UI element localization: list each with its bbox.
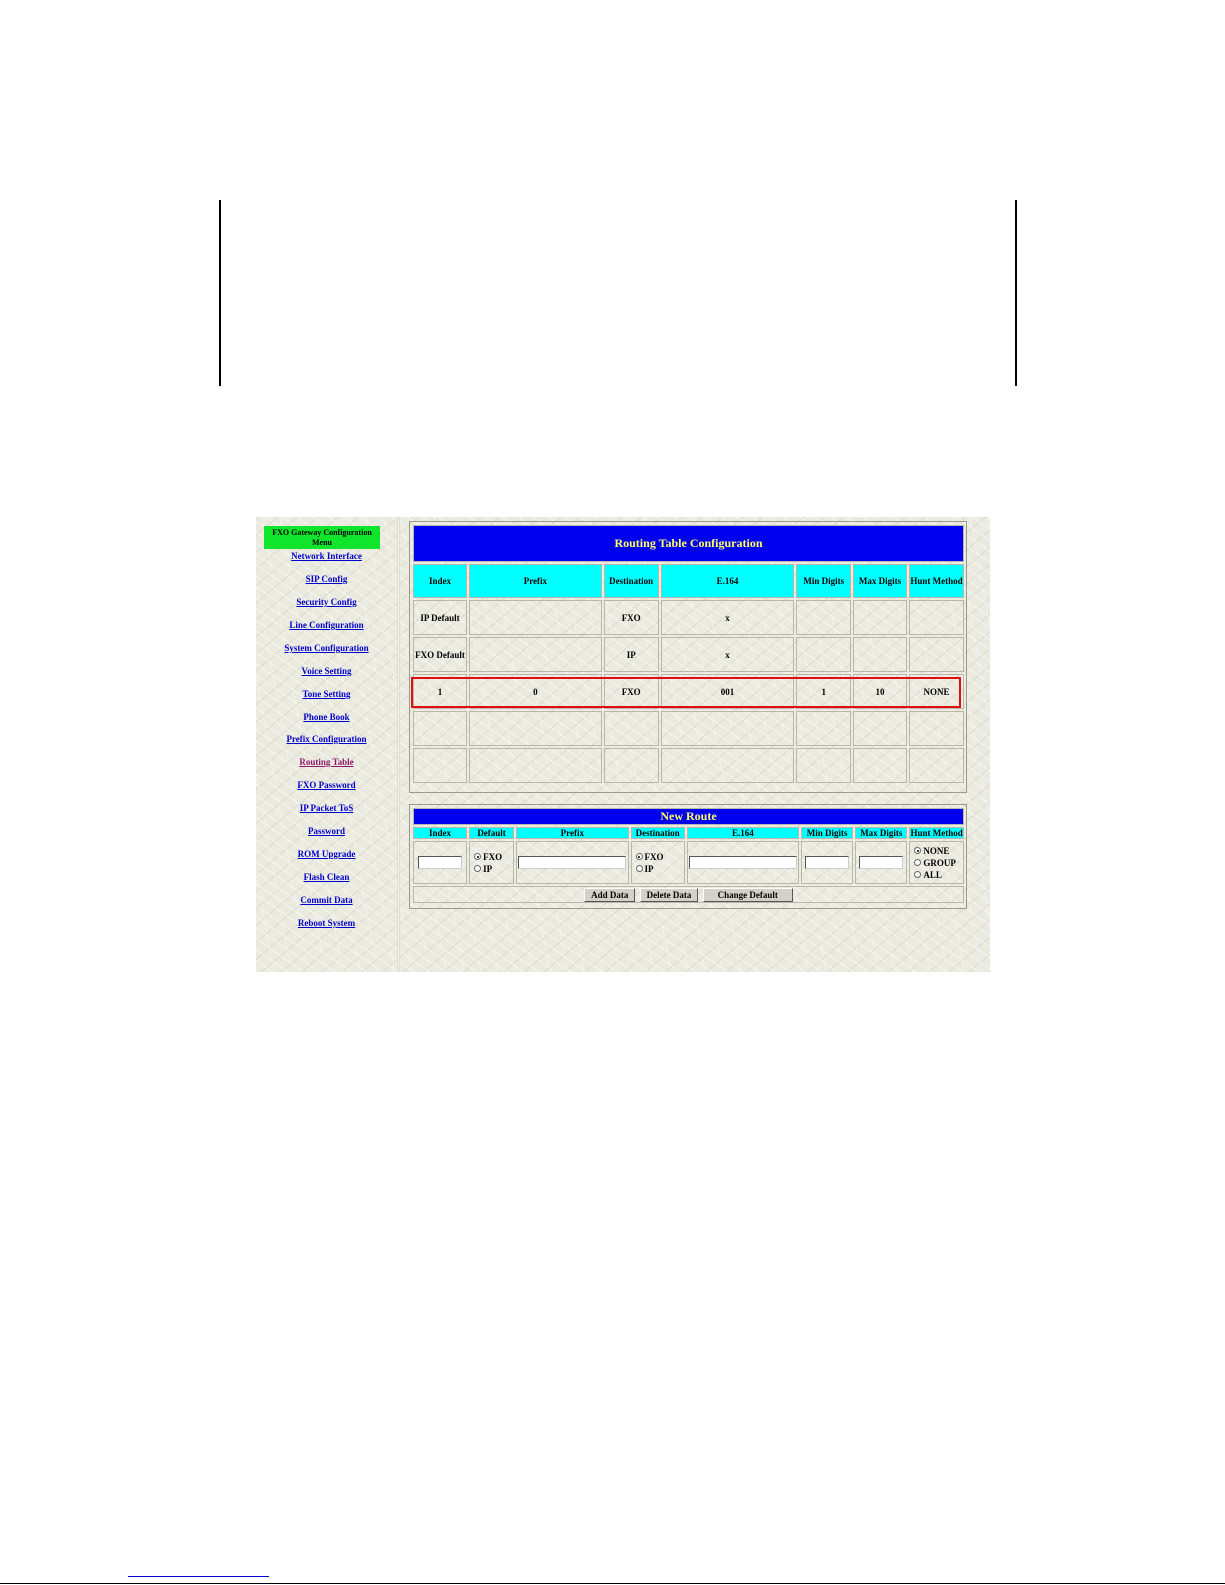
cell-min-digits <box>796 711 851 746</box>
new-col-header-e164: E.164 <box>687 827 800 839</box>
new-default-cell <box>469 841 514 884</box>
cell-index: 1 <box>413 674 467 709</box>
menu-title <box>264 526 380 549</box>
new-destination-cell <box>631 841 685 884</box>
cell-prefix <box>469 748 602 783</box>
cell-e164: 001 <box>661 674 795 709</box>
button-bar <box>413 886 964 903</box>
col-header-e164: E.164 <box>661 564 795 598</box>
sidebar-item-sip-config[interactable]: SIP Config <box>305 574 348 584</box>
gateway-screenshot <box>256 517 990 972</box>
default-fxo-radio[interactable] <box>474 853 481 860</box>
sidebar-item-security-config[interactable]: Security Config <box>296 597 357 607</box>
sidebar-item-network-interface[interactable]: Network Interface <box>291 551 362 561</box>
routing-table-title: Routing Table Configuration <box>413 525 964 562</box>
table-row[interactable] <box>413 711 964 746</box>
new-e164-cell <box>687 841 800 884</box>
new-route-panel <box>409 804 967 909</box>
hunt-none-option[interactable] <box>910 845 963 857</box>
default-fxo-option[interactable] <box>470 851 513 863</box>
col-header-index: Index <box>413 564 467 598</box>
col-header-destination: Destination <box>604 564 659 598</box>
sidebar-item-rom-upgrade[interactable]: ROM Upgrade <box>297 849 356 859</box>
cell-destination: FXO <box>604 600 659 635</box>
new-min-digits-cell <box>801 841 853 884</box>
cell-e164 <box>661 748 795 783</box>
new-hunt-method-cell <box>909 841 964 884</box>
default-ip-option[interactable] <box>470 863 513 875</box>
sidebar-item-tone-setting[interactable]: Tone Setting <box>302 689 351 699</box>
cell-prefix <box>469 600 602 635</box>
cell-min-digits <box>796 637 851 672</box>
cell-hunt-method <box>909 637 964 672</box>
frame-separator[interactable] <box>397 517 400 972</box>
delete-data-button[interactable]: Delete Data <box>640 888 699 902</box>
hunt-all-label: ALL <box>923 869 942 880</box>
cell-e164: x <box>661 600 795 635</box>
cell-max-digits: 10 <box>853 674 907 709</box>
cell-index: IP Default <box>413 600 467 635</box>
index-input[interactable] <box>418 856 462 869</box>
sidebar-item-commit-data[interactable]: Commit Data <box>300 895 353 905</box>
routing-table-panel <box>409 521 967 793</box>
default-fxo-label: FXO <box>483 851 503 862</box>
cell-index: FXO Default <box>413 637 467 672</box>
sidebar-item-reboot-system[interactable]: Reboot System <box>297 918 356 928</box>
table-row-highlighted[interactable] <box>413 674 964 709</box>
cell-hunt-method <box>909 711 964 746</box>
new-max-digits-cell <box>855 841 907 884</box>
sidebar-item-prefix-configuration[interactable]: Prefix Configuration <box>286 734 367 744</box>
routing-table <box>411 523 966 785</box>
new-col-header-destination: Destination <box>631 827 685 839</box>
destination-ip-option[interactable] <box>632 863 684 875</box>
add-data-button[interactable]: Add Data <box>584 888 635 902</box>
sidebar-item-routing-table[interactable]: Routing Table <box>299 757 354 767</box>
footnote-rule <box>128 1576 269 1577</box>
hunt-group-option[interactable] <box>910 857 963 869</box>
cell-destination: FXO <box>604 674 659 709</box>
new-col-header-hunt-method: Hunt Method <box>910 828 963 838</box>
new-route-title: New Route <box>413 808 964 825</box>
sidebar-item-system-configuration[interactable]: System Configuration <box>284 643 369 653</box>
cell-index <box>413 711 467 746</box>
cell-min-digits <box>796 748 851 783</box>
col-header-min-digits: Min Digits <box>796 564 851 598</box>
cell-prefix <box>469 637 602 672</box>
table-row[interactable] <box>413 748 964 783</box>
new-col-header-index: Index <box>413 827 467 839</box>
cell-prefix <box>469 711 602 746</box>
margin-bar-left <box>219 200 221 386</box>
prefix-input[interactable] <box>518 856 626 869</box>
sidebar-item-line-configuration[interactable]: Line Configuration <box>289 620 364 630</box>
new-route-table <box>411 806 966 905</box>
min-digits-input[interactable] <box>805 856 849 869</box>
default-ip-radio[interactable] <box>474 865 481 872</box>
hunt-group-label: GROUP <box>923 857 956 868</box>
default-ip-label: IP <box>483 863 493 874</box>
hunt-none-label: NONE <box>923 845 950 856</box>
col-header-hunt-method: Hunt Method <box>909 564 964 598</box>
cell-destination <box>604 711 659 746</box>
cell-hunt-method: NONE <box>909 674 964 709</box>
sidebar-item-ip-packet-tos[interactable]: IP Packet ToS <box>299 803 354 813</box>
sidebar-item-password[interactable]: Password <box>307 826 345 836</box>
destination-fxo-radio[interactable] <box>636 853 643 860</box>
cell-index <box>413 748 467 783</box>
sidebar-item-voice-setting[interactable]: Voice Setting <box>301 666 352 676</box>
cell-max-digits <box>853 637 907 672</box>
menu-title-text: FXO Gateway Configuration Menu <box>272 527 372 547</box>
cell-min-digits <box>796 600 851 635</box>
margin-bar-right <box>1015 200 1017 386</box>
cell-min-digits: 1 <box>796 674 851 709</box>
page-bottom-rule <box>0 1583 1225 1584</box>
change-default-button[interactable]: Change Default <box>703 888 793 902</box>
cell-max-digits <box>853 711 907 746</box>
cell-max-digits <box>853 600 907 635</box>
col-header-max-digits: Max Digits <box>853 564 907 598</box>
cell-e164: x <box>661 637 795 672</box>
e164-input[interactable] <box>689 856 797 869</box>
max-digits-input[interactable] <box>859 856 903 869</box>
cell-destination: IP <box>604 637 659 672</box>
sidebar-item-fxo-password[interactable]: FXO Password <box>297 780 356 790</box>
hunt-group-radio[interactable] <box>914 859 921 866</box>
table-row[interactable] <box>413 600 964 635</box>
cell-destination <box>604 748 659 783</box>
hunt-none-radio[interactable] <box>914 847 921 854</box>
new-col-header-max-digits: Max Digits <box>855 827 907 839</box>
table-row[interactable] <box>413 637 964 672</box>
new-col-header-prefix: Prefix <box>516 827 629 839</box>
sidebar-item-flash-clean[interactable]: Flash Clean <box>303 872 350 882</box>
destination-ip-radio[interactable] <box>636 865 643 872</box>
hunt-all-option[interactable] <box>910 869 963 881</box>
new-col-header-min-digits: Min Digits <box>801 827 853 839</box>
cell-hunt-method <box>909 748 964 783</box>
new-prefix-cell <box>516 841 629 884</box>
cell-prefix: 0 <box>469 674 602 709</box>
col-header-prefix: Prefix <box>469 564 602 598</box>
destination-fxo-option[interactable] <box>632 851 684 863</box>
cell-hunt-method <box>909 600 964 635</box>
cell-max-digits <box>853 748 907 783</box>
new-index-cell <box>413 841 467 884</box>
destination-ip-label: IP <box>644 863 654 874</box>
hunt-all-radio[interactable] <box>914 871 921 878</box>
sidebar-item-phone-book[interactable]: Phone Book <box>303 712 350 722</box>
new-col-header-default: Default <box>469 827 514 839</box>
destination-fxo-label: FXO <box>644 851 664 862</box>
cell-e164 <box>661 711 795 746</box>
